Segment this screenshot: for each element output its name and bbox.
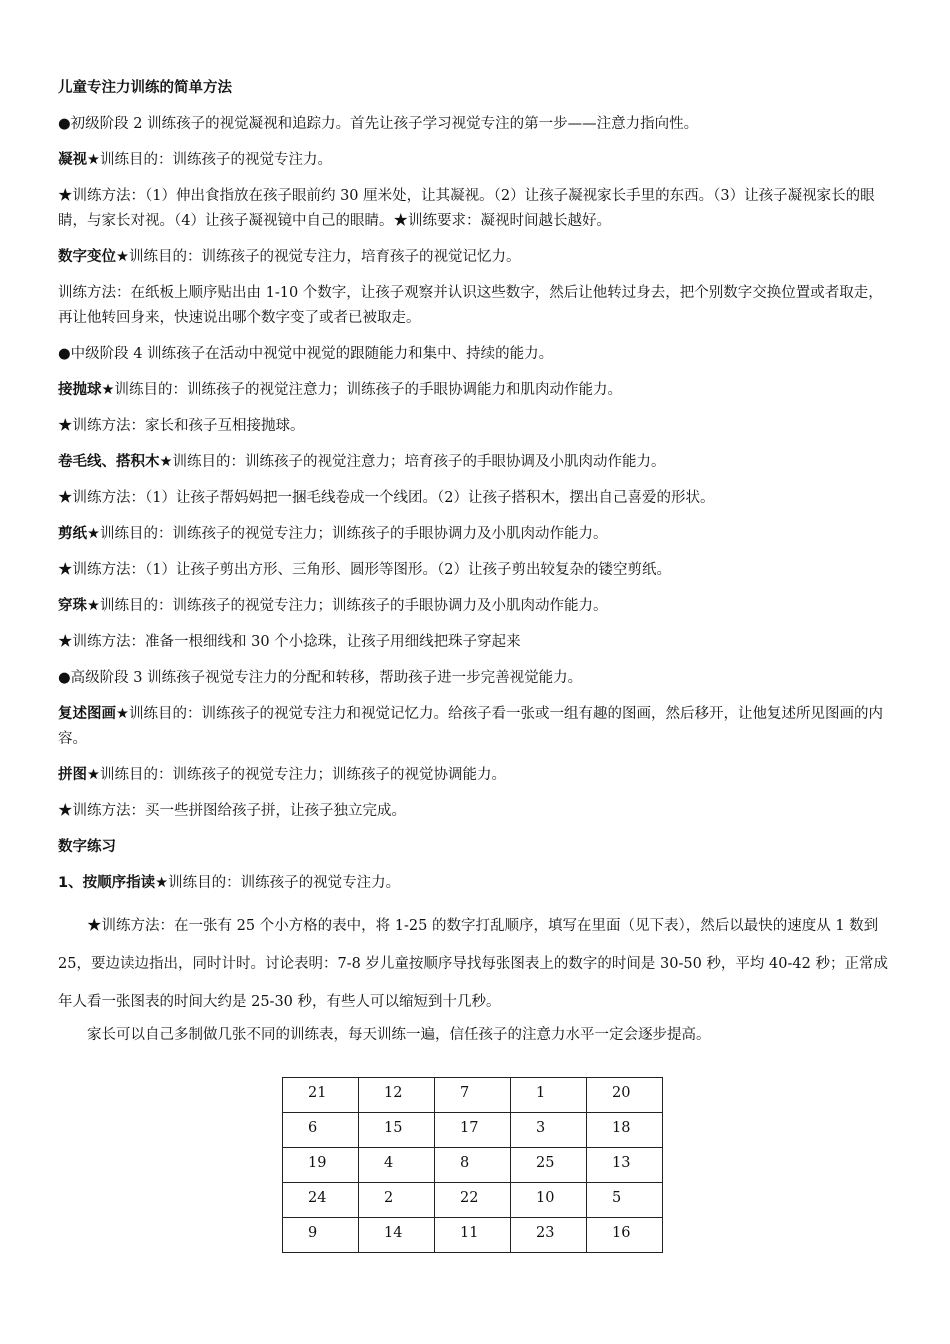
table-cell: 10: [511, 1183, 587, 1218]
heading-yarn-blocks: 卷毛线、搭积木★: [58, 454, 173, 470]
paragraph-catch-ball: [58, 378, 894, 403]
paragraph-retell-picture: [58, 702, 894, 752]
schulte-grid-table: [282, 1077, 663, 1253]
text-catch-ball: 训练目的：训练孩子的视觉注意力；训练孩子的手眼协调能力和肌肉动作能力。: [114, 382, 622, 398]
text-retell-picture: 训练目的：训练孩子的视觉专注力和视觉记忆力。给孩子看一张或一组有趣的图画，然后移开，让他复述所见图画的内容。: [58, 706, 883, 747]
table-cell: 18: [587, 1113, 663, 1148]
table-row: [283, 1078, 663, 1113]
paragraph-paper-cut-method: ★训练方法：（1）让孩子剪出方形、三角形、圆形等图形。（2）让孩子剪出较复杂的镂空剪纸。: [58, 562, 671, 578]
heading-puzzle: 拼图★: [58, 767, 100, 783]
heading-beading: 穿珠★: [58, 598, 100, 614]
paragraph-gaze-method: ★训练方法：（1）伸出食指放在孩子眼前约 30 厘米处，让其凝视。（2）让孩子凝视家长手里的东西。（3）让孩子凝视家长的眼睛，与家长对视。（4）让孩子凝视镜中自己的眼睛。★训练要求：凝视时间越长越好。: [58, 188, 875, 229]
table-cell: 11: [435, 1218, 511, 1253]
text-gaze: 训练目的：训练孩子的视觉专注力。: [100, 152, 332, 168]
heading-retell-picture: 复述图画★: [58, 706, 129, 722]
paragraph-catch-ball-method: ★训练方法：家长和孩子互相接抛球。: [58, 418, 305, 434]
table-cell: 25: [511, 1148, 587, 1183]
table-cell: 17: [435, 1113, 511, 1148]
text-yarn-blocks: 训练目的：训练孩子的视觉注意力；培育孩子的手眼协调及小肌肉动作能力。: [172, 454, 666, 470]
paragraph-gaze: [58, 148, 894, 173]
paragraph-yarn-blocks-method: ★训练方法：（1）让孩子帮妈妈把一捆毛线卷成一个线团。（2）让孩子搭积木，摆出自己喜爱的形状。: [58, 490, 715, 506]
text-paper-cut: 训练目的：训练孩子的视觉专注力；训练孩子的手眼协调力及小肌肉动作能力。: [100, 526, 608, 542]
table-cell: 19: [283, 1148, 359, 1183]
paragraph-intermediate-stage: ●中级阶段 4 训练孩子在活动中视觉中视觉的跟随能力和集中、持续的能力。: [58, 346, 554, 362]
text-puzzle: 训练目的：训练孩子的视觉专注力；训练孩子的视觉协调能力。: [100, 767, 506, 783]
paragraph-beading-method: ★训练方法：准备一根细线和 30 个小捻珠，让孩子用细线把珠子穿起来: [58, 634, 521, 650]
table-cell: 20: [587, 1078, 663, 1113]
paragraph-paper-cut: [58, 522, 894, 547]
heading-paper-cut: 剪纸★: [58, 526, 100, 542]
paragraph-puzzle: [58, 763, 894, 788]
paragraph-yarn-blocks: [58, 450, 894, 475]
heading-catch-ball: 接抛球★: [58, 382, 115, 398]
paragraph-beginner-stage: ●初级阶段 2 训练孩子的视觉凝视和追踪力。首先让孩子学习视觉专注的第一步——注意力指向性。: [58, 116, 699, 132]
table-cell: 5: [587, 1183, 663, 1218]
table-cell: 22: [435, 1183, 511, 1218]
paragraph-sequential-reading: [58, 871, 894, 896]
table-cell: 4: [359, 1148, 435, 1183]
paragraph-advanced-stage: ●高级阶段 3 训练孩子视觉专注力的分配和转移，帮助孩子进一步完善视觉能力。: [58, 670, 583, 686]
heading-gaze: 凝视★: [58, 152, 100, 168]
document-body: [58, 76, 894, 1059]
table-cell: 9: [283, 1218, 359, 1253]
heading-sequential-reading: 1、按顺序指读★: [58, 875, 169, 891]
table-cell: 2: [359, 1183, 435, 1218]
paragraph-sequential-method: ★训练方法：在一张有 25 个小方格的表中，将 1-25 的数字打乱顺序，填写在里面（见下表），然后以最快的速度从 1 数到 25，要边读边指出，同时计时。讨论表明：7-8 岁儿童按顺序导找每张图表上的数字的时间是 30-50 秒，平均 40-42 秒；正常成年人看一张图表的时间大约是 25-30 秒，有些人可以缩短到十几秒。: [58, 918, 888, 1010]
heading-number-swap: 数字变位★: [58, 249, 129, 265]
paragraph-number-swap: [58, 245, 894, 270]
text-number-swap: 训练目的：训练孩子的视觉专注力，培育孩子的视觉记忆力。: [129, 249, 521, 265]
table-row: [283, 1148, 663, 1183]
table-cell: 12: [359, 1078, 435, 1113]
table-cell: 16: [587, 1218, 663, 1253]
table-cell: 14: [359, 1218, 435, 1253]
table-cell: 23: [511, 1218, 587, 1253]
table-row: [283, 1113, 663, 1148]
table-cell: 7: [435, 1078, 511, 1113]
doc-title: 儿童专注力训练的简单方法: [58, 80, 232, 96]
table-cell: 13: [587, 1148, 663, 1183]
table-cell: 15: [359, 1113, 435, 1148]
paragraph-parent-advice: 家长可以自己多制做几张不同的训练表，每天训练一遍，信任孩子的注意力水平一定会逐步提高。: [87, 1027, 711, 1043]
text-sequential-reading: 训练目的：训练孩子的视觉专注力。: [168, 875, 401, 891]
table-cell: 6: [283, 1113, 359, 1148]
text-beading: 训练目的：训练孩子的视觉专注力；训练孩子的手眼协调力及小肌肉动作能力。: [100, 598, 608, 614]
table-cell: 8: [435, 1148, 511, 1183]
table-cell: 21: [283, 1078, 359, 1113]
heading-number-practice: 数字练习: [58, 839, 116, 855]
paragraph-number-swap-method: 训练方法：在纸板上顺序贴出由 1-10 个数字，让孩子观察并认识这些数字，然后让他转过身去，把个别数字交换位置或者取走，再让他转回身来，快速说出哪个数字变了或者已被取走。: [58, 285, 883, 326]
table-cell: 1: [511, 1078, 587, 1113]
table-cell: 3: [511, 1113, 587, 1148]
paragraph-puzzle-method: ★训练方法：买一些拼图给孩子拼，让孩子独立完成。: [58, 803, 406, 819]
table-row: [283, 1218, 663, 1253]
table-row: [283, 1183, 663, 1218]
table-cell: 24: [283, 1183, 359, 1218]
paragraph-beading: [58, 594, 894, 619]
